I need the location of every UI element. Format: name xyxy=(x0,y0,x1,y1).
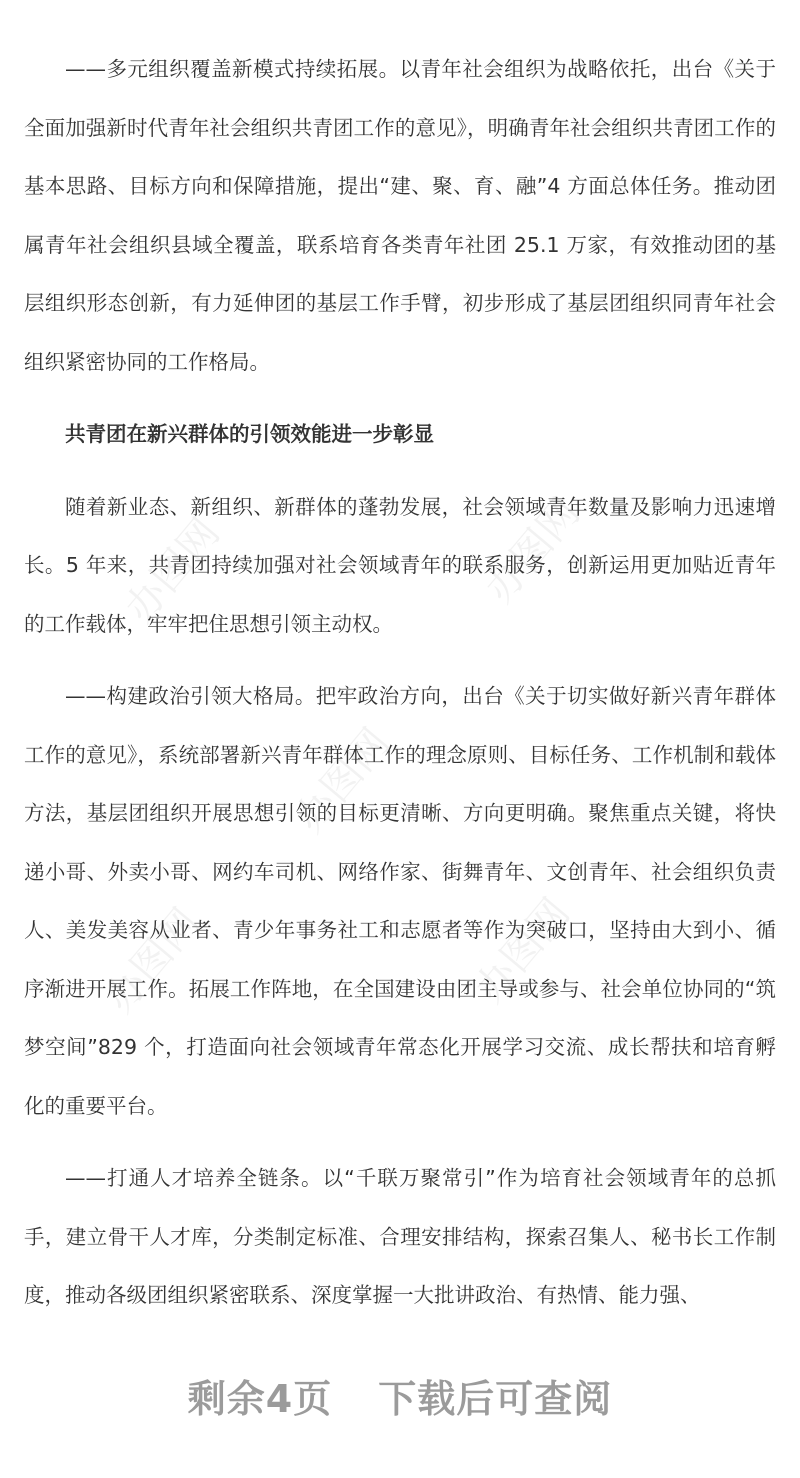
paragraph-talent-chain: ——打通人才培养全链条。以“千联万聚常引”作为培育社会领域青年的总抓手，建立骨干人才库，分类制定标准、合理安排结构，探索召集人、秘书长工作制度，推动各级团组织紧密联系、深度掌握一大批讲政治、有热情、能力强、 xyxy=(24,1166,776,1307)
paragraph-new-groups: 随着新业态、新组织、新群体的蓬勃发展，社会领域青年数量及影响力迅速增长。5 年来，共青团持续加强对社会领域青年的联系服务，创新运用更加贴近青年的工作载体，牢牢把住思想引领主动权。 xyxy=(24,494,776,636)
watermark: 办图网 xyxy=(476,490,589,612)
paragraph-organization-coverage: ——多元组织覆盖新模式持续拓展。以青年社会组织为战略依托，出台《关于全面加强新时代青年社会组织共青团工作的意见》，明确青年社会组织共青团工作的基本思路、目标方向和保障措施，提出“建、聚、育、融”4 方面总体任务。推动团属青年社会组织县域全覆盖，联系培育各类青年社团 25.1 万家，有效推动团的基层组织形态创新，有力延伸团的基层工作手臂，初步形成了基层团组织同青年社会组织紧密协同的工作格局。 xyxy=(24,57,776,374)
watermark: 办图网 xyxy=(286,720,399,842)
article-body xyxy=(24,40,776,1339)
watermark: 办图网 xyxy=(466,890,579,1012)
remaining-pages-label: 剩余4页 xyxy=(187,1377,333,1421)
download-to-view-label: 下载后可查阅 xyxy=(378,1377,613,1421)
section-heading: 共青团在新兴群体的引领效能进一步彰显 xyxy=(65,422,434,446)
paragraph-political-guidance: ——构建政治引领大格局。把牢政治方向，出台《关于切实做好新兴青年群体工作的意见》，系统部署新兴青年群体工作的理念原则、目标任务、工作机制和载体方法，基层团组织开展思想引领的目标更清晰、方向更明确。聚焦重点关键，将快递小哥、外卖小哥、网约车司机、网络作家、街舞青年、文创青年、社会组织负责人、美发美容从业者、青少年事务社工和志愿者等作为突破口，坚持由大到小、循序渐进开展工作。拓展工作阵地，在全国建设由团主导或参与、社会单位协同的“筑梦空间”829 个，打造面向社会领域青年常态化开展学习交流、成长帮扶和培育孵化的重要平台。 xyxy=(24,684,776,1118)
watermark: 办图网 xyxy=(96,900,209,1022)
download-prompt[interactable] xyxy=(0,1368,800,1423)
watermark: 办图网 xyxy=(116,510,229,632)
